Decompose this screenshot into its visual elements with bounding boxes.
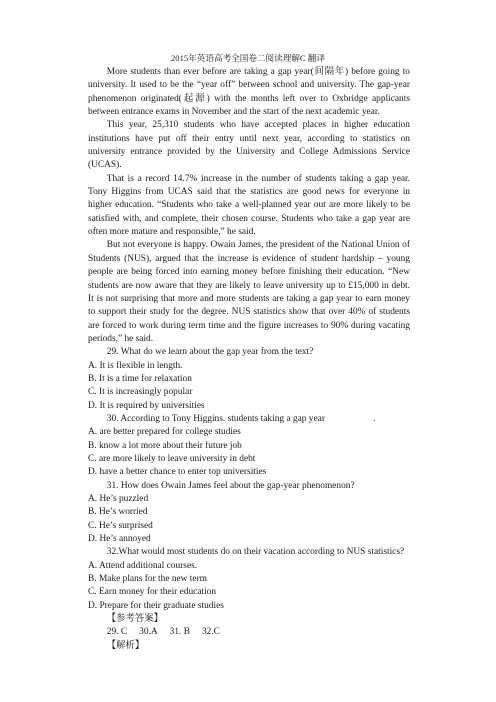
answer-29: 29. C: [106, 627, 128, 638]
analysis-heading: 【解析】: [106, 640, 145, 651]
answer-30: 30.A: [139, 627, 158, 638]
passage-paragraph-2: This year, 25,310 students who have accepted places in higher education institutions have put off their entry until next year, according to statistics on university entrance provided by the University and College Admissions Service (UCAS).: [88, 120, 410, 171]
answer-line: [88, 626, 410, 639]
question-30-option-b: B. know a lot more about their future job: [88, 440, 242, 451]
question-29-option-b: B. It is a time for relaxation: [88, 373, 192, 384]
question-31-option-b: B. He’s worried: [88, 507, 148, 518]
question-30-option-a: A. are better prepared for college studies: [88, 427, 241, 438]
question-32-option-d: D. Prepare for their graduate studies: [88, 600, 224, 611]
question-32-stem: 32.What would most students do on their vacation according to NUS statistics?: [106, 547, 405, 558]
question-29-option-d: D. It is required by universities: [88, 400, 205, 411]
question-31-option-d: D. He’s annoyed: [88, 534, 151, 545]
question-32-option-b: B. Make plans for the new term: [88, 574, 207, 585]
question-31-option-a: A. He’s puzzled: [88, 494, 149, 504]
question-29-stem: 29. What do we learn about the gap year from the text?: [106, 347, 314, 358]
question-29-option-c: C. It is increasingly popular: [88, 387, 193, 398]
answer-32: 32.C: [201, 627, 220, 638]
question-30-stem-line: [88, 413, 410, 426]
answer-31: 31. B: [169, 627, 190, 638]
passage-paragraph-4: But not everyone is happy. Owain James, the president of the National Union of Students (NUS), argued that the increase is evidence of student hardship – young people are being forced into earning money before finishing their education. “New students are now aware that they are likely to leave university up to £15,000 in debt. It is not surprising that more and more students are taking a gap year to earn money to support their study for the degree. NUS statistics show that over 40% of students are forced to work during term time and the figure increases to 90% during vacating periods,” he said.: [88, 240, 410, 344]
question-30-stem: 30. According to Tony Higgins. students taking a gap year: [106, 413, 325, 424]
question-30-option-c: C. are more likely to leave university in debt: [88, 453, 256, 464]
passage-paragraph-1: More students than ever before are taking a gap year(间隔年) before going to university. It used to be the “year off” between school and university. The gap-year phenomenon originated(起源) with the months left over to Oxbridge applicants between entrance exams in November and the start of the next academic year.: [88, 67, 410, 118]
question-29-option-a: A. It is flexible in length.: [88, 360, 183, 371]
question-30-option-d: D. have a better chance to enter top universities: [88, 467, 267, 478]
passage-paragraph-3: That is a record 14.7% increase in the number of students taking a gap year. Tony Higgins from UCAS said that the statistics are good news for everyone in higher education. “Students who take a well-planned year out are more likely to be satisfied with, and complete, their chosen course. Students who take a gap year are often more mature and responsible,” he said.: [88, 173, 410, 238]
question-32-option-c: C. Earn money for their education: [88, 587, 217, 598]
question-32-option-a: A. Attend additional courses.: [88, 560, 198, 571]
document-body: [88, 66, 410, 653]
question-31-option-c: C. He’s surprised: [88, 520, 153, 531]
answer-heading: 【参考答案】: [106, 614, 164, 625]
question-31-stem: 31. How does Owain James feel about the gap-year phenomenon?: [106, 480, 355, 491]
question-30-stem-end: .: [372, 413, 376, 424]
document-title: 2015年英语高考全国卷二阅读理解C 翻译: [171, 53, 325, 63]
